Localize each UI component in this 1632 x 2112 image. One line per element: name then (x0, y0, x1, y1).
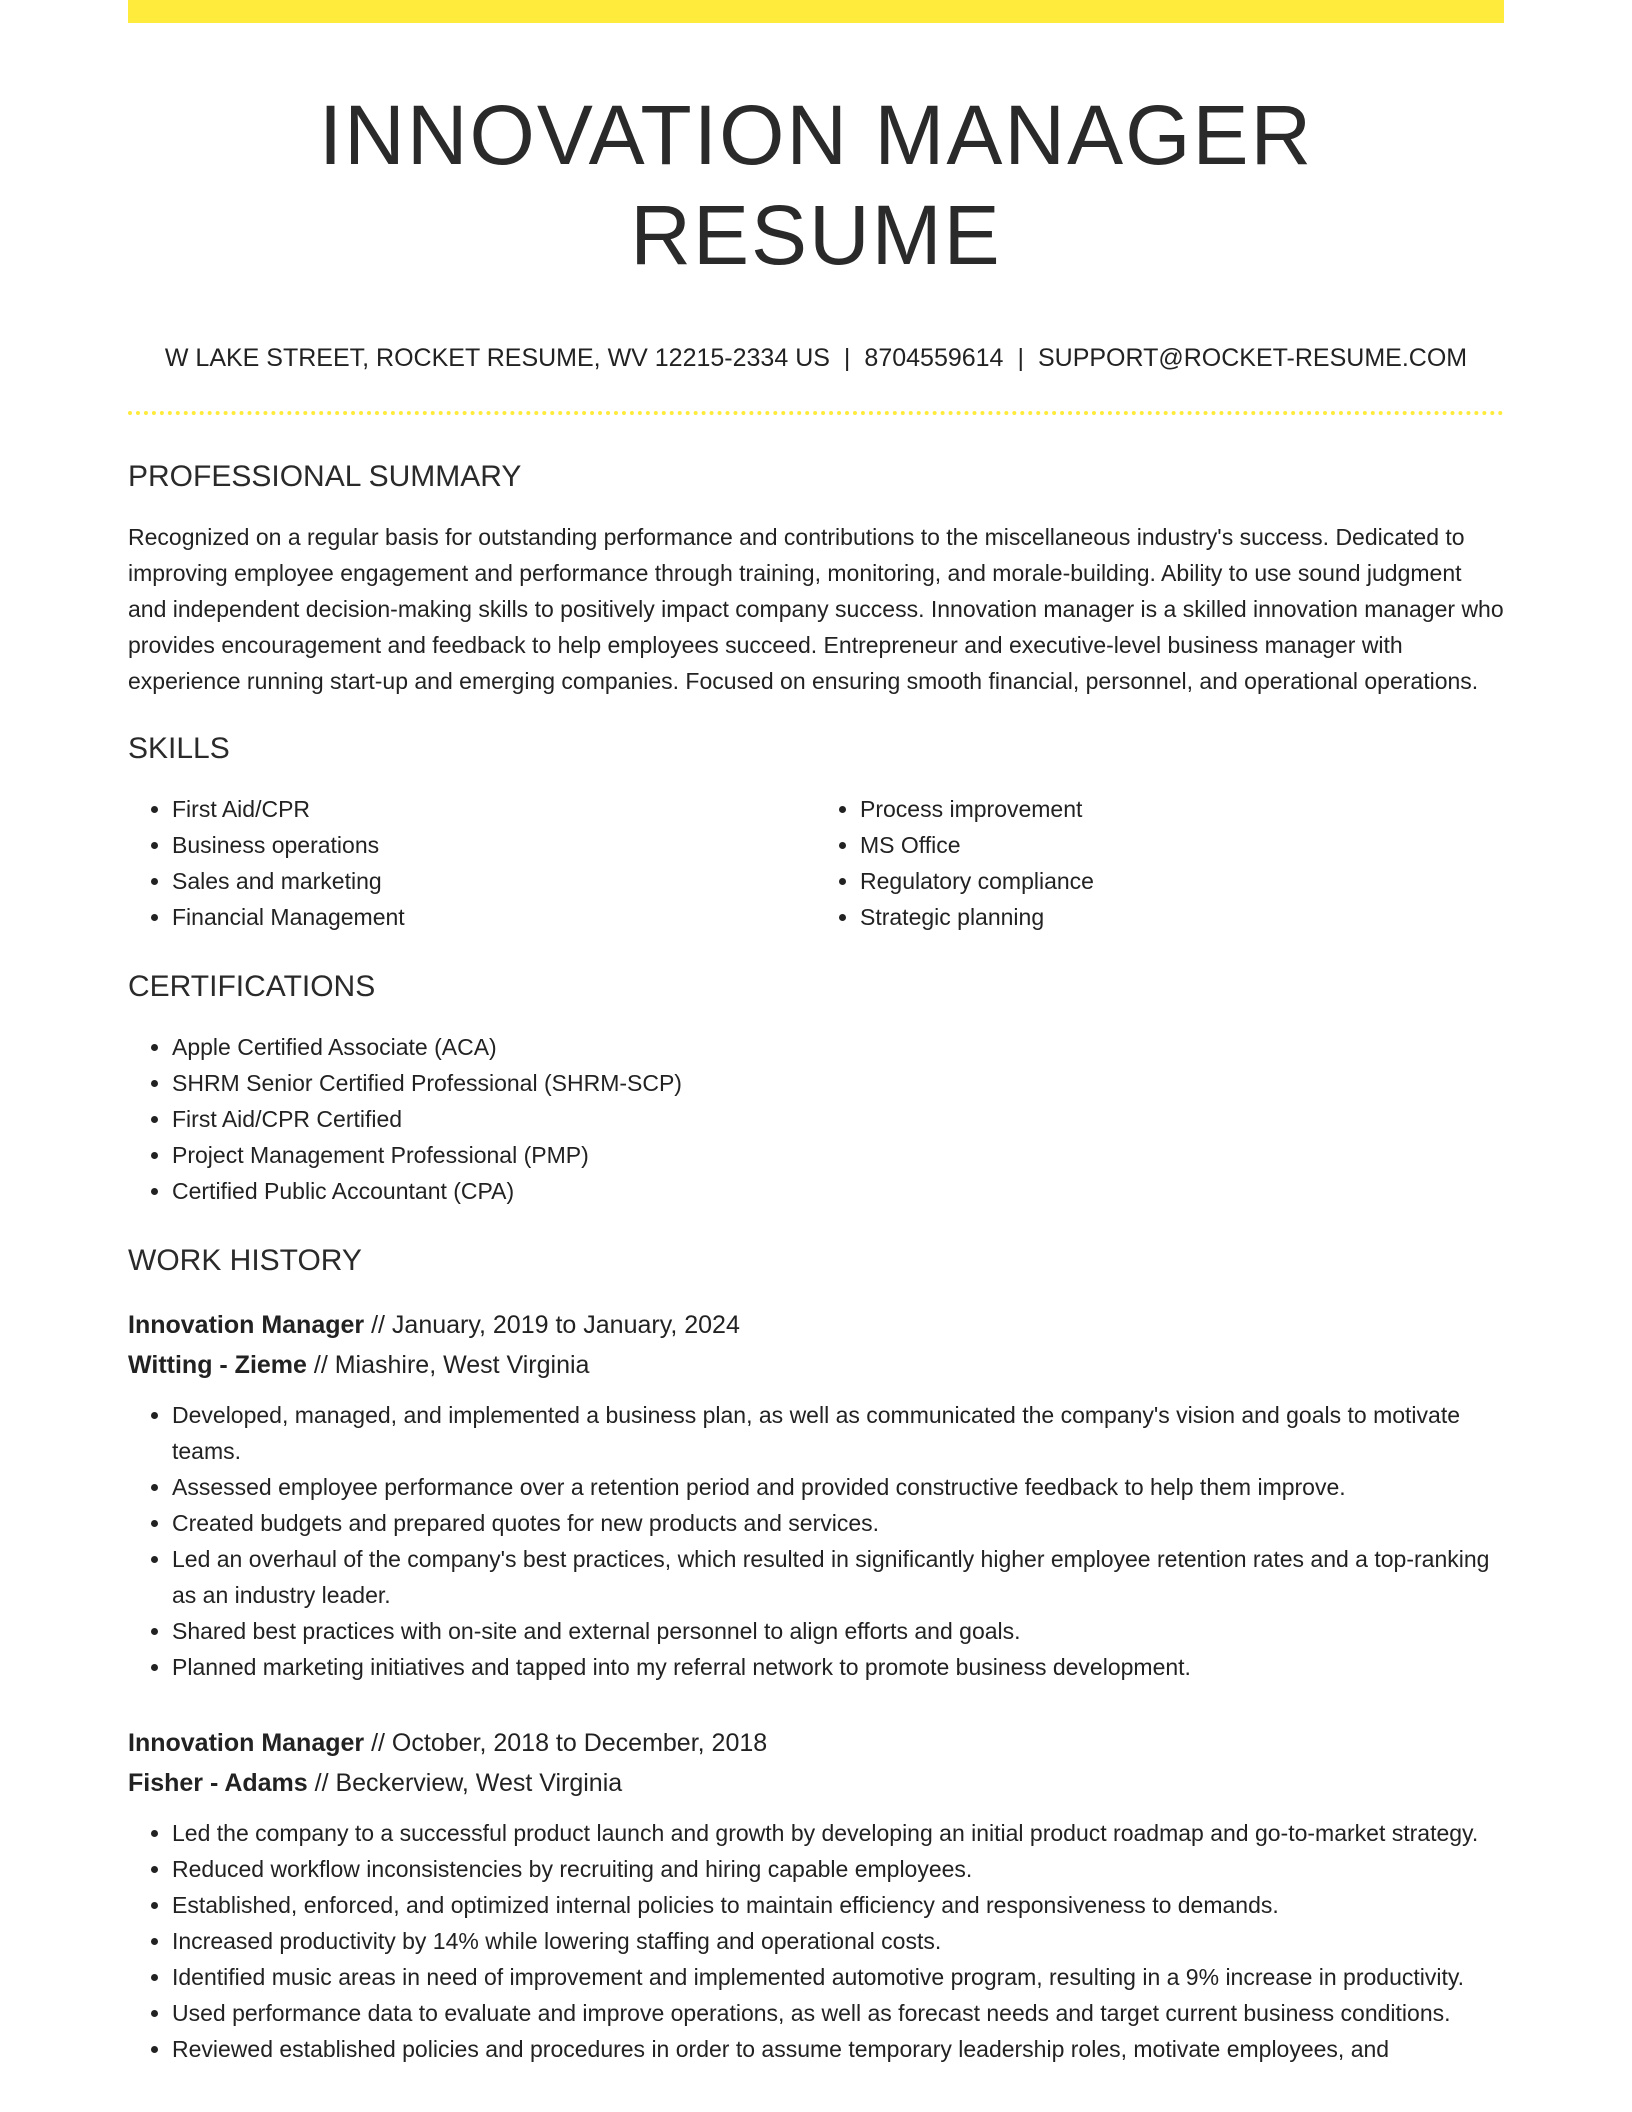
job-bullet: • Led the company to a successful product launch and growth by developing an initial product roadmap and go-to-market strategy. (172, 1815, 1504, 1851)
job-location: // Beckerview, West Virginia (307, 1769, 623, 1797)
job-bullet: • Increased productivity by 14% while lowering staffing and operational costs. (172, 1923, 1504, 1959)
summary-text: Recognized on a regular basis for outstanding performance and contributions to the miscellaneous industry's success. Dedicated to improving employee engagement and performance through training, monitoring, and morale-building. Ability to use sound judgment and independent decision-making skills to positively impact company success. Innovation manager is a skilled innovation manager who provides encouragement and feedback to help employees succeed. Entrepreneur and executive-level business manager with experience running start-up and emerging companies. Focused on ensuring smooth financial, personnel, and operational operations. (128, 524, 1504, 694)
job-entry (128, 1723, 1504, 2067)
job-bullet: • Reviewed established policies and procedures in order to assume temporary leadership roles, motivate employees, and (172, 2031, 1504, 2067)
job-dates: // January, 2019 to January, 2024 (364, 1311, 740, 1339)
job-bullet: • Used performance data to evaluate and improve operations, as well as forecast needs and target current business conditions. (172, 1995, 1504, 2031)
contact-separator: | (1017, 344, 1024, 372)
skill-item: • Sales and marketing (172, 863, 816, 899)
skill-item: • Financial Management (172, 899, 816, 935)
contact-address: W LAKE STREET, ROCKET RESUME, WV 12215-2334 US (164, 344, 830, 372)
job-bullet: • Shared best practices with on-site and external personnel to align efforts and goals. (172, 1613, 1504, 1649)
job-bullets (128, 1815, 1504, 2067)
accent-top-bar (128, 0, 1504, 23)
contact-phone: 8704559614 (864, 344, 1004, 372)
certifications-list (128, 1029, 1504, 1209)
skill-item: • Strategic planning (860, 899, 1504, 935)
job-bullet: • Identified music areas in need of improvement and implemented automotive program, resulting in a 9% increase in productivity. (172, 1959, 1504, 1995)
contact-line (128, 343, 1504, 373)
skills-list-left (128, 791, 816, 935)
skills-list-right (816, 791, 1504, 935)
contact-email: SUPPORT@ROCKET-RESUME.COM (1037, 344, 1468, 372)
job-bullet: • Developed, managed, and implemented a business plan, as well as communicated the company's vision and goals to motivate teams. (172, 1397, 1504, 1469)
job-bullet: • Reduced workflow inconsistencies by recruiting and hiring capable employees. (172, 1851, 1504, 1887)
resume-content (128, 23, 1504, 2067)
job-bullet: • Planned marketing initiatives and tapped into my referral network to promote business development. (172, 1649, 1504, 1685)
job-entry (128, 1305, 1504, 1685)
skills-columns (128, 791, 1504, 935)
summary-heading: PROFESSIONAL SUMMARY (128, 460, 522, 493)
certification-item: • SHRM Senior Certified Professional (SHRM-SCP) (172, 1065, 1504, 1101)
skill-item: • First Aid/CPR (172, 791, 816, 827)
skill-item: • Regulatory compliance (860, 863, 1504, 899)
job-location: // Miashire, West Virginia (306, 1351, 590, 1379)
job-bullet: • Created budgets and prepared quotes for new products and services. (172, 1505, 1504, 1541)
job-title-line (128, 1305, 1504, 1345)
certifications-heading: CERTIFICATIONS (128, 970, 376, 1003)
job-company-line (128, 1763, 1504, 1803)
job-title: Innovation Manager (128, 1729, 365, 1757)
job-company: Witting - Zieme (128, 1351, 307, 1379)
job-title-line (128, 1723, 1504, 1763)
dotted-divider (128, 411, 1504, 415)
job-bullets (128, 1397, 1504, 1685)
work-history-heading: WORK HISTORY (128, 1244, 362, 1277)
job-bullet: • Assessed employee performance over a retention period and provided constructive feedback to help them improve. (172, 1469, 1504, 1505)
resume-title: INNOVATION MANAGER RESUME (318, 88, 1314, 282)
skills-heading: SKILLS (128, 732, 230, 765)
contact-separator: | (843, 344, 851, 372)
skill-item: • Business operations (172, 827, 816, 863)
certification-item: • Project Management Professional (PMP) (172, 1137, 1504, 1173)
job-bullet: • Led an overhaul of the company's best practices, which resulted in significantly higher employee retention rates and a top-ranking as an industry leader. (172, 1541, 1504, 1613)
skill-item: • Process improvement (860, 791, 1504, 827)
job-dates: // October, 2018 to December, 2018 (364, 1729, 768, 1757)
job-title: Innovation Manager (128, 1311, 365, 1339)
job-company-line (128, 1345, 1504, 1385)
job-bullet: • Established, enforced, and optimized internal policies to maintain efficiency and responsiveness to demands. (172, 1887, 1504, 1923)
certification-item: • Certified Public Accountant (CPA) (172, 1173, 1504, 1209)
certification-item: • Apple Certified Associate (ACA) (172, 1029, 1504, 1065)
certification-item: • First Aid/CPR Certified (172, 1101, 1504, 1137)
job-company: Fisher - Adams (128, 1769, 308, 1797)
skill-item: • MS Office (860, 827, 1504, 863)
